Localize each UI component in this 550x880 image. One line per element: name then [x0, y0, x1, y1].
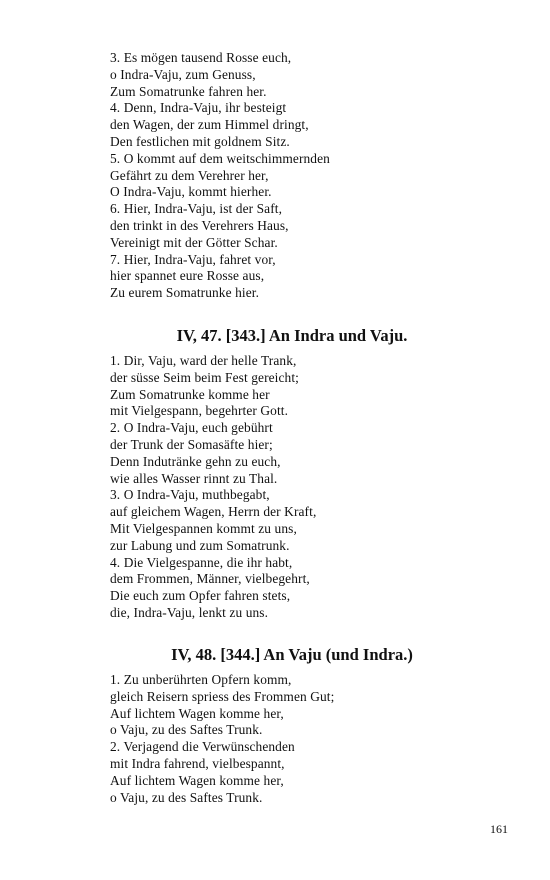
page-number: 161 [490, 822, 508, 836]
verse-line: der süsse Seim beim Fest gereicht; [110, 369, 299, 385]
verse-line: Vereinigt mit der Götter Schar. [110, 234, 278, 250]
verse-block-continued [110, 50, 510, 302]
verse-line: zur Labung und zum Somatrunk. [110, 537, 290, 553]
verse-line: den trinkt in des Verehrers Haus, [110, 217, 289, 233]
verse-line: o Vaju, zu des Saftes Trunk. [110, 789, 263, 805]
hymn-heading: IV, 48. [344.] An Vaju (und Indra.) [171, 645, 413, 664]
verse-line: 2. Verjagend die Verwünschenden [110, 739, 295, 755]
verse-line: wie alles Wasser rinnt zu Thal. [110, 470, 278, 486]
verse-line: 5. O kommt auf dem weitschimmernden [110, 150, 330, 166]
verse-line: die, Indra-Vaju, lenkt zu uns. [110, 604, 269, 620]
verse-line: 4. Denn, Indra-Vaju, ihr besteigt [110, 100, 287, 116]
verse-line: Zum Somatrunke fahren her. [110, 83, 267, 99]
verse-line: Mit Vielgespannen kommt zu uns, [110, 520, 297, 536]
verse-line: gleich Reisern spriess des Frommen Gut; [110, 688, 335, 704]
verse-line: Denn Indutränke gehn zu euch, [110, 453, 281, 469]
hymn-heading: IV, 47. [343.] An Indra und Vaju. [176, 326, 408, 345]
verse-line: 3. Es mögen tausend Rosse euch, [110, 50, 292, 65]
verse-line: Zum Somatrunke komme her [110, 386, 270, 402]
verse-line: 6. Hier, Indra-Vaju, ist der Saft, [110, 201, 283, 217]
verse-line: 1. Zu unberührten Opfern komm, [110, 672, 292, 687]
verse-line: 7. Hier, Indra-Vaju, fahret vor, [110, 251, 276, 267]
verse-line: Zu eurem Somatrunke hier. [110, 285, 260, 301]
verse-line: 1. Dir, Vaju, ward der helle Trank, [110, 353, 297, 368]
verse-line: o Indra-Vaju, zum Genuss, [110, 66, 256, 82]
verse-line: Auf lichtem Wagen komme her, [110, 772, 284, 788]
verse-line: Den festlichen mit goldnem Sitz. [110, 133, 290, 149]
verse-line: 3. O Indra-Vaju, muthbegabt, [110, 487, 270, 503]
verse-block-hymn-47 [110, 353, 510, 622]
verse-line: o Vaju, zu des Saftes Trunk. [110, 722, 263, 738]
verse-line: O Indra-Vaju, kommt hierher. [110, 184, 272, 200]
verse-line: hier spannet eure Rosse aus, [110, 268, 265, 284]
verse-line: Gefährt zu dem Verehrer her, [110, 167, 269, 183]
verse-line: den Wagen, der zum Himmel dringt, [110, 117, 309, 133]
verse-line: 4. Die Vielgespanne, die ihr habt, [110, 554, 293, 570]
verse-line: dem Frommen, Männer, vielbegehrt, [110, 571, 310, 587]
verse-line: mit Vielgespann, begehrter Gott. [110, 403, 289, 419]
verse-line: der Trunk der Somasäfte hier; [110, 436, 273, 452]
verse-line: auf gleichem Wagen, Herrn der Kraft, [110, 504, 317, 520]
verse-line: 2. O Indra-Vaju, euch gebührt [110, 420, 273, 436]
verse-line: mit Indra fahrend, vielbespannt, [110, 755, 285, 771]
verse-line: Die euch zum Opfer fahren stets, [110, 588, 291, 604]
verse-line: Auf lichtem Wagen komme her, [110, 705, 284, 721]
verse-block-hymn-48 [110, 672, 510, 806]
